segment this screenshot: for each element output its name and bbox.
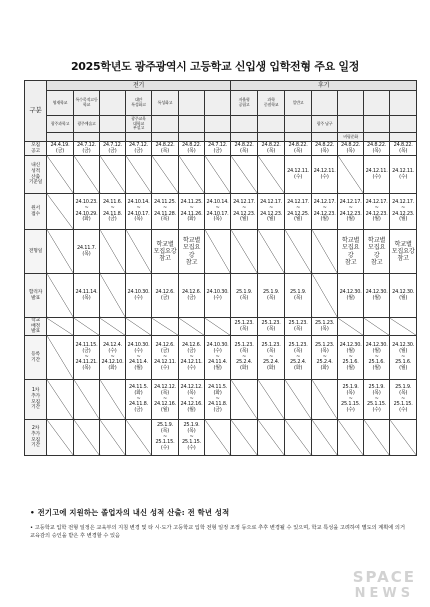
schools-header-12 [338, 91, 364, 116]
schedule-cell [100, 230, 126, 274]
schedule-cell [231, 230, 258, 274]
schedule-cell: 24.12.30. (월) [390, 274, 417, 318]
subs-header-1: 광주과학고 [47, 116, 74, 133]
sub2-header-13 [364, 133, 390, 142]
schedule-cell: 24.12.12. (목) ~ 24.12.16. (월) [152, 380, 179, 420]
schedule-cell: 24.12.6. (금) ~ 24.12.11. (수) [179, 336, 205, 380]
schedule-cell: 24.10.23. ~ 24.10.29. (화) [74, 194, 100, 230]
subs-header-7 [205, 116, 231, 133]
schedule-cell [74, 420, 100, 456]
schedule-cell [312, 230, 338, 274]
schedule-cell: 24.12.17. ~ 24.12.23. (월) [364, 194, 390, 230]
schedule-cell [258, 230, 285, 274]
schedule-cell: 24.11.6. ~ 24.11.8. (금) [100, 194, 126, 230]
sub2-header-11 [312, 133, 338, 142]
schedule-cell [74, 380, 100, 420]
schedule-cell [100, 156, 126, 194]
schedule-cell: 25.1.23. (목) [231, 318, 258, 336]
schedule-cell [47, 274, 74, 318]
schedule-cell: 24.7.12. (금) [100, 142, 126, 156]
footnote-1: • 전기고에 지원하는 졸업자의 내신 성적 산출: 전 학년 성적 [30, 508, 230, 517]
logo-line-1: SPACE [352, 568, 416, 586]
sub2-header-6 [179, 133, 205, 142]
schedule-cell: 24.12.4. (수) ~ 24.12.10. (화) [100, 336, 126, 380]
schedule-cell: 25.1.9. (목) ~ 25.1.15. (수) [390, 380, 417, 420]
schedule-cell [338, 156, 364, 194]
schedule-cell: 24.11.25. ~ 24.11.28. (목) [152, 194, 179, 230]
schedule-cell: 24.11.7. (목) [74, 230, 100, 274]
schedule-cell: 24.12.11. (수) [390, 156, 417, 194]
schedule-cell [126, 230, 152, 274]
schedule-cell: 25.1.23. (목) [285, 318, 312, 336]
subs-header-3 [100, 116, 126, 133]
schedule-cell [47, 230, 74, 274]
schedule-cell [312, 274, 338, 318]
schedule-row [25, 336, 417, 380]
schedule-cell: 24.4.19. (금) [47, 142, 74, 156]
schedule-cell: 24.12.11. (수) [285, 156, 312, 194]
subs-header-4: 광주교육 대학교 부설고 [126, 116, 152, 133]
header-hugi: 후기 [231, 81, 417, 91]
page-title: 2025학년도 광주광역시 고등학교 신입생 입학전형 주요 일정 [70, 60, 360, 73]
sub2-header-5 [152, 133, 179, 142]
sub2-header-3 [100, 133, 126, 142]
schedule-cell [126, 420, 152, 456]
schedule-row [25, 318, 417, 336]
schedule-cell: 24.11.15. (금) ~ 24.11.21. (목) [74, 336, 100, 380]
schedule-cell [285, 230, 312, 274]
schedule-cell: 24.8.22. (목) [338, 142, 364, 156]
subs-header-14 [390, 116, 417, 133]
schedule-cell [390, 318, 417, 336]
schedule-cell [285, 420, 312, 456]
schedule-cell: 학교별 모집요강 참고 [390, 230, 417, 274]
schedule-cell: 25.1.23. (목) [258, 318, 285, 336]
schedule-cell [100, 274, 126, 318]
schedule-cell [126, 318, 152, 336]
schedule-cell: 24.12.17. ~ 24.12.23. (월) [338, 194, 364, 230]
sub2-header-7 [205, 133, 231, 142]
schedule-cell: 24.12.30. (월) [364, 274, 390, 318]
schedule-cell [205, 420, 231, 456]
schedule-cell: 25.1.9. (목) [258, 274, 285, 318]
schedule-row [25, 380, 417, 420]
schedule-cell: 학교별 모집요강 참고 [152, 230, 179, 274]
schedule-cell: 25.1.9. (목) [231, 274, 258, 318]
schedule-cell [47, 318, 74, 336]
schedule-cell [205, 318, 231, 336]
schedule-cell: 25.1.23. (목) ~ 25.2.4. (화) [285, 336, 312, 380]
schools-header-3 [100, 91, 126, 116]
header-jeongi: 전기 [47, 81, 231, 91]
row-label: 모집 공고 [25, 142, 47, 156]
schedule-cell: 25.1.9. (목) ~ 25.1.15. (수) [338, 380, 364, 420]
schedule-cell: 24.12.17. ~ 24.12.23. (월) [312, 194, 338, 230]
row-label: 학교 배정 발표 [25, 318, 47, 336]
schedule-cell: 24.11.5. (화) ~ 24.11.8. (금) [205, 380, 231, 420]
schedule-cell [258, 420, 285, 456]
watermark-logo [353, 568, 416, 601]
schedule-cell: 25.1.9. (목) ~ 25.1.15. (수) [179, 420, 205, 456]
schedule-cell: 24.10.14. ~ 24.10.17. (목) [126, 194, 152, 230]
schedule-cell [390, 420, 417, 456]
schedule-cell: 24.8.22. (목) [285, 142, 312, 156]
sub2-header-2 [74, 133, 100, 142]
schedule-cell [74, 156, 100, 194]
schedule-cell: 25.1.23. (목) ~ 25.2.4. (화) [258, 336, 285, 380]
schedule-cell: 24.7.12. (금) [205, 142, 231, 156]
schedule-cell [152, 156, 179, 194]
schedule-cell: 24.8.22. (목) [152, 142, 179, 156]
schedule-cell [205, 230, 231, 274]
logo-line-2: NEWS [354, 586, 415, 601]
schools-header-11 [312, 91, 338, 116]
schedule-row [25, 230, 417, 274]
schedule-cell [258, 156, 285, 194]
schedule-cell: 25.1.9. (목) [285, 274, 312, 318]
schedule-row [25, 274, 417, 318]
schedule-cell: 24.10.30. (수) ~ 24.11.4. (월) [205, 336, 231, 380]
schedule-cell [338, 420, 364, 456]
row-label: 전형일 [25, 230, 47, 274]
schedule-cell: 24.8.22. (목) [258, 142, 285, 156]
schedule-cell [312, 380, 338, 420]
schedule-cell [364, 318, 390, 336]
schools-header-7 [205, 91, 231, 116]
schedule-cell: 24.12.30. (월) ~ 25.1.6. (월) [364, 336, 390, 380]
schedule-cell: 24.12.12. (목) ~ 24.12.16. (월) [179, 380, 205, 420]
subs-header-12 [338, 116, 364, 133]
schedule-cell [100, 420, 126, 456]
row-label: 원서 접수 [25, 194, 47, 230]
schedule-cell: 25.1.9. (목) ~ 25.1.15. (수) [152, 420, 179, 456]
sub2-header-10 [285, 133, 312, 142]
schedule-cell: 24.8.22. (목) [231, 142, 258, 156]
schools-header-2: 특수목적고등학교 [74, 91, 100, 116]
schedule-cell: 24.8.22. (목) [390, 142, 417, 156]
schedule-cell: 25.1.23. (목) ~ 25.2.4. (화) [312, 336, 338, 380]
schedule-cell [179, 318, 205, 336]
row-label: 내신 성적 산출 기준일 [25, 156, 47, 194]
schedule-cell [47, 156, 74, 194]
schedule-cell: 24.12.11. (수) [312, 156, 338, 194]
row-label: 2차 추가 모집 기간 [25, 420, 47, 456]
schedule-row [25, 156, 417, 194]
schedule-cell: 24.12.17. ~ 24.12.23. (월) [258, 194, 285, 230]
schedule-cell [338, 318, 364, 336]
schedule-cell [126, 156, 152, 194]
sub2-header-8 [231, 133, 258, 142]
schedule-cell [312, 420, 338, 456]
schools-header-4: 대안 특성화고 [126, 91, 152, 116]
subs-header-2: 광주예술고 [74, 116, 100, 133]
sub2-header-9 [258, 133, 285, 142]
row-label: 합격자 발표 [25, 274, 47, 318]
schedule-row [25, 194, 417, 230]
header-gubun: 구분 [25, 81, 47, 142]
schedule-cell: 24.12.6. (금) [179, 274, 205, 318]
schools-header-9: 과학 중점학교 [258, 91, 285, 116]
schedule-cell: 24.12.30. (월) ~ 25.1.6. (월) [338, 336, 364, 380]
sub2-header-14 [390, 133, 417, 142]
sub2-header-12: 비평준화 [338, 133, 364, 142]
footnote-2: • 고등학교 입학 전형 일정은 교육부의 지침 변경 및 타 시·도가 고등학교 입학 전형 일정 조정 등으로 추후 변경될 수 있으며, 학교 특성을 고려하여 별도의 계획에 의거 교육감의 승인을 받은 후 변경할 수 있음 [30, 524, 405, 539]
schedule-cell: 24.11.14. (목) [74, 274, 100, 318]
subs-header-10 [285, 116, 312, 133]
schedule-cell: 학교별 모집요강 참고 [338, 230, 364, 274]
schedule-cell [231, 380, 258, 420]
schedule-cell: 24.12.17. ~ 24.12.25. (월) [285, 194, 312, 230]
schedule-cell [100, 318, 126, 336]
subs-header-11: 광주 남구 [312, 116, 338, 133]
schools-header-6 [179, 91, 205, 116]
sub2-header-1 [47, 133, 74, 142]
schedule-cell: 24.11.5. (화) ~ 24.11.8. (금) [126, 380, 152, 420]
schools-header-5: 특성화고 [152, 91, 179, 116]
schedule-cell: 24.8.22. (목) [364, 142, 390, 156]
schedule-row [25, 420, 417, 456]
schedule-cell [100, 380, 126, 420]
schedule-cell: 24.7.12. (금) [74, 142, 100, 156]
schools-header-10: 일반고 [285, 91, 312, 116]
schedule-cell: 24.12.6. (금) ~ 24.12.11. (수) [152, 336, 179, 380]
schedule-cell [205, 156, 231, 194]
schedule-cell: 25.1.23. (목) [312, 318, 338, 336]
subs-header-9 [258, 116, 285, 133]
row-label: 1차 추가 모집 기간 [25, 380, 47, 420]
footnotes [30, 508, 410, 540]
schedule-cell [47, 336, 74, 380]
schedule-cell [364, 420, 390, 456]
schedule-cell: 24.10.30. (수) [126, 274, 152, 318]
schedule-cell: 학교별 모집요강 참고 [179, 230, 205, 274]
schedule-cell [231, 420, 258, 456]
schedule-cell: 24.8.22. (목) [179, 142, 205, 156]
subs-header-6 [179, 116, 205, 133]
schedule-cell: 24.12.30. (월) [338, 274, 364, 318]
schedule-cell: 학교별 모집요강 참고 [364, 230, 390, 274]
subs-header-8 [231, 116, 258, 133]
schedule-cell [47, 420, 74, 456]
schools-header-13 [364, 91, 390, 116]
schedule-cell [231, 156, 258, 194]
subs-header-5 [152, 116, 179, 133]
schedule-cell [47, 380, 74, 420]
subs-header-13 [364, 116, 390, 133]
sub2-header-4 [126, 133, 152, 142]
schedule-cell: 25.1.9. (목) ~ 25.1.15. (수) [364, 380, 390, 420]
schedule-cell [258, 380, 285, 420]
schedule-cell: 24.10.30. (수) ~ 24.11.4. (월) [126, 336, 152, 380]
schedule-cell: 24.11.25. ~ 24.11.26. (화) [179, 194, 205, 230]
schedule-table [24, 80, 417, 456]
schedule-cell: 25.1.23. (목) ~ 25.2.4. (화) [231, 336, 258, 380]
schedule-cell: 24.12.6. (금) [152, 274, 179, 318]
schedule-cell [179, 156, 205, 194]
schools-header-14 [390, 91, 417, 116]
schedule-cell: 24.12.17. ~ 24.12.23. (월) [231, 194, 258, 230]
schedule-cell: 24.12.30. (월) ~ 25.1.6. (월) [390, 336, 417, 380]
schedule-cell: 24.12.11. (수) [364, 156, 390, 194]
schedule-cell [47, 194, 74, 230]
schedule-row [25, 142, 417, 156]
schedule-cell: 24.10.30. (수) [205, 274, 231, 318]
schedule-cell [285, 380, 312, 420]
schools-header-1: 영재학교 [47, 91, 74, 116]
row-label: 등록 기간 [25, 336, 47, 380]
schedule-cell: 24.7.12. (금) [126, 142, 152, 156]
schedule-cell: 24.8.22. (목) [312, 142, 338, 156]
schedule-cell [74, 318, 100, 336]
schools-header-8: 자율형 공립고 [231, 91, 258, 116]
schedule-cell: 24.10.14. ~ 24.10.17. (목) [205, 194, 231, 230]
schedule-cell [152, 318, 179, 336]
schedule-cell: 24.12.17. ~ 24.12.23. (월) [390, 194, 417, 230]
